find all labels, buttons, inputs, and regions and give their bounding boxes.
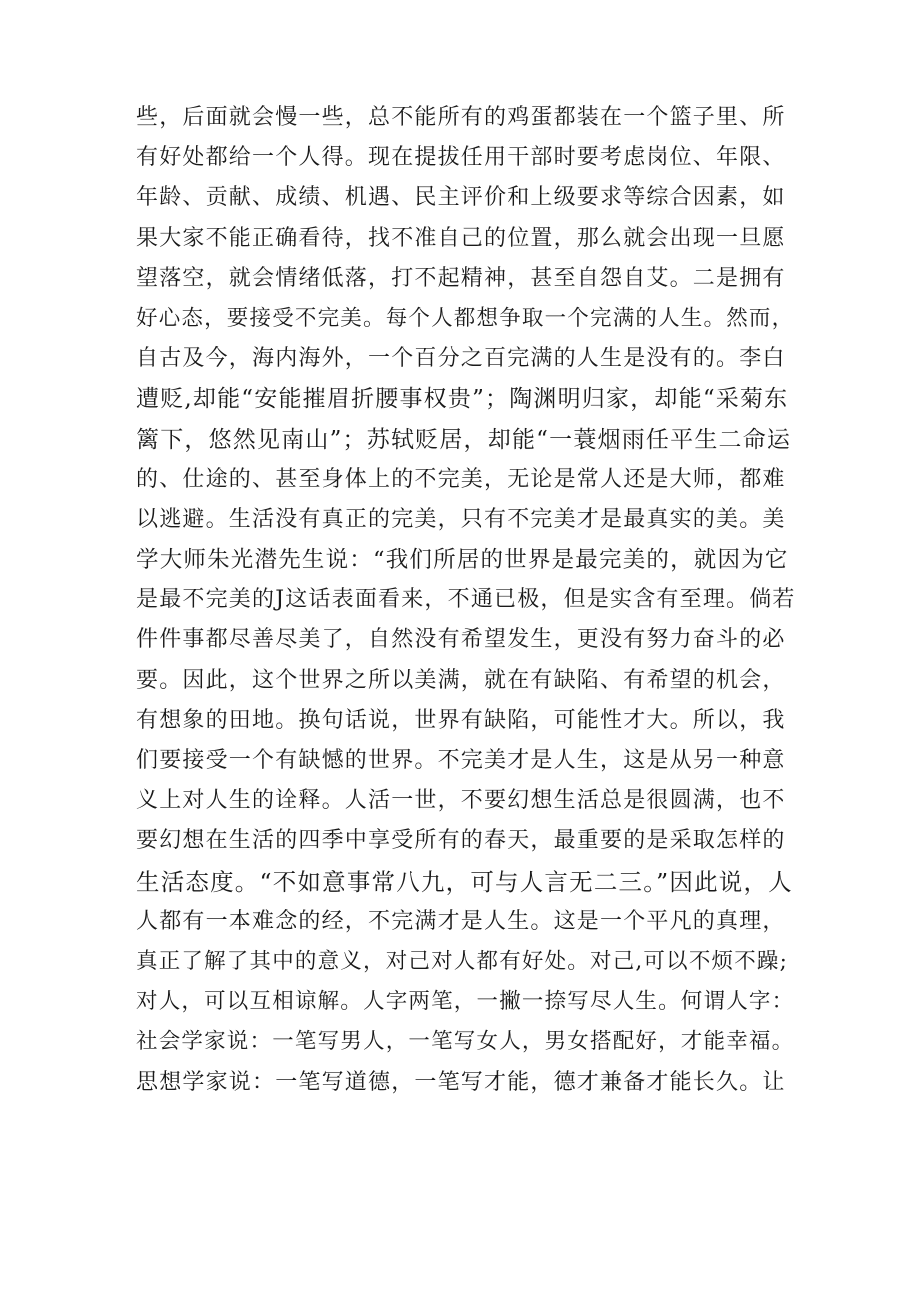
- text-line: 望落空，就会情绪低落，打不起精神，甚至自怨自艾。二是拥有: [136, 265, 786, 291]
- text-line: 对人，可以互相谅解。人字两笔，一撇一捺写尽人生。何谓人字：: [136, 989, 795, 1015]
- text-line: 社会学家说：一笔写男人，一笔写女人，男女搭配好，才能幸福。: [136, 1029, 795, 1055]
- text-line: 好心态，要接受不完美。每个人都想争取一个完满的人生。然而，: [136, 305, 795, 331]
- text-line: 有想象的田地。换句话说，世界有缺陷，可能性才大。所以，我: [136, 707, 786, 733]
- text-line: 遭贬,却能“安能摧眉折腰事权贵”；陶渊明归家，却能“采菊东: [136, 386, 789, 413]
- text-line: 果大家不能正确看待，找不准自己的位置，那么就会出现一旦愿: [136, 225, 786, 251]
- text-line: 要幻想在生活的四季中享受所有的春天，最重要的是采取怎样的: [136, 828, 786, 854]
- text-line: 们要接受一个有缺憾的世界。不完美才是人生，这是从另一种意: [136, 748, 786, 773]
- text-line: 以逃避。生活没有真正的完美，只有不完美才是最真实的美。美: [136, 506, 786, 532]
- body-text: [136, 98, 796, 1103]
- text-line: 有好处都给一个人得。现在提拔任用干部时要考虑岗位、年限、: [136, 145, 786, 171]
- text-line: 年龄、贡献、成绩、机遇、民主评价和上级要求等综合因素，如: [136, 185, 786, 211]
- text-line: 件件事都尽善尽美了，自然没有希望发生，更没有努力奋斗的必: [136, 627, 786, 653]
- text-line: 思想学家说：一笔写道德，一笔写才能，德才兼备才能长久。让: [136, 1069, 786, 1095]
- text-line: 些，后面就会慢一些，总不能所有的鸡蛋都装在一个篮子里、所: [136, 105, 786, 130]
- text-line: 篱下，悠然见南山”；苏轼贬居，却能“一蓑烟雨任平生二命运: [136, 426, 792, 453]
- text-line: 的、仕途的、甚至身体上的不完美，无论是常人还是大师，都难: [136, 466, 786, 492]
- text-line: 真正了解了其中的意义，对己对人都有好处。对己,可以不烦不躁;: [136, 948, 789, 974]
- text-line: 要。因此，这个世界之所以美满，就在有缺陷、有希望的机会，: [136, 667, 786, 693]
- text-line: 自古及今，海内海外，一个百分之百完满的人生是没有的。李白: [136, 346, 786, 372]
- text-line: 人都有一本难念的经，不完满才是人生。这是一个平凡的真理，: [136, 908, 786, 934]
- text-line: 义上对人生的诠释。人活一世，不要幻想生活总是很圆满，也不: [136, 788, 786, 814]
- text-line: 是最不完美的J这话表面看来，不通已极，但是实含有至理。倘若: [136, 587, 796, 613]
- text-line: 生活态度。“不如意事常八九，可与人言无二三。”因此说，人: [136, 867, 793, 896]
- text-line: 学大师朱光潜先生说：“我们所居的世界是最完美的，就因为它: [136, 547, 789, 574]
